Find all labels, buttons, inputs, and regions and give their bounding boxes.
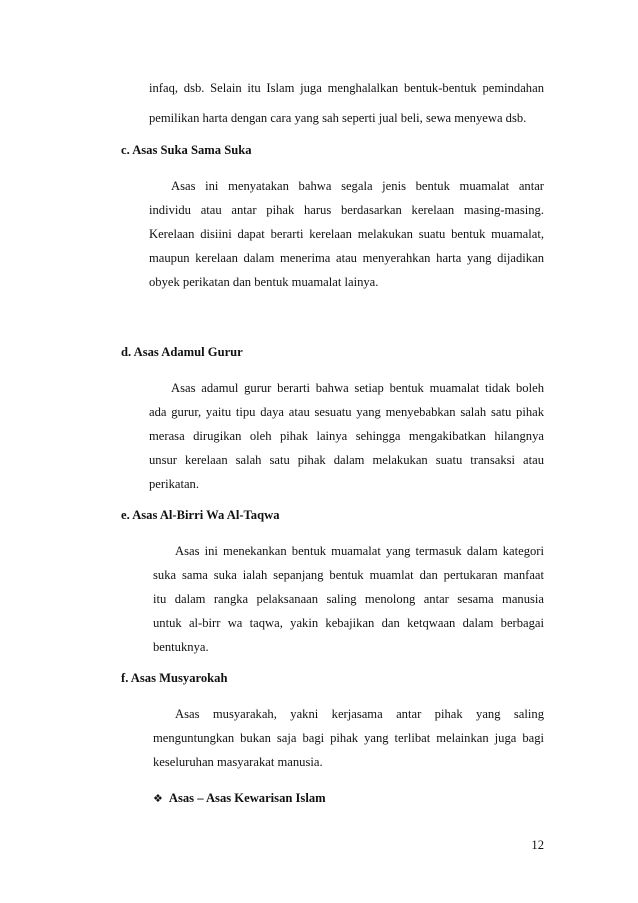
section-heading-d: d. Asas Adamul Gurur [121,345,243,359]
body-line: Asas ini menyatakan bahwa segala jenis bentuk muamalat antar [171,179,544,193]
diamond-bullet-icon: ❖ [153,792,163,805]
page-number: 12 [531,838,544,852]
body-line: merasa dirugikan oleh pihak lainya sehingga mengakibatkan hilangnya [149,429,544,443]
body-line: Asas musyarakah, yakni kerjasama antar pihak yang saling [175,707,544,721]
body-line: Asas adamul gurur berarti bahwa setiap bentuk muamalat tidak boleh [171,381,544,395]
body-line: pemilikan harta dengan cara yang sah seperti jual beli, sewa menyewa dsb. [149,111,527,125]
body-line: menguntungkan bukan saja bagi pihak yang terlibat melainkan juga bagi [153,731,544,745]
body-line: untuk al-birr wa taqwa, yakin kebajikan dan ketqwaan dalam berbagai [153,616,544,630]
body-line: suka sama suka ialah sepanjang bentuk muamlat dan pertukaran manfaat [153,568,544,582]
body-line: keseluruhan masyarakat manusia. [153,755,323,769]
body-line: Kerelaan disiini dapat berarti kerelaan melakukan suatu bentuk muamalat, [149,227,544,241]
body-line: individu atau antar pihak harus berdasarkan kerelaan masing-masing. [149,203,544,217]
section-heading-f: f. Asas Musyarokah [121,671,228,685]
body-line: perikatan. [149,477,199,491]
body-line: itu dalam rangka pelaksanaan saling menolong antar sesama manusia [153,592,544,606]
section-heading-c: c. Asas Suka Sama Suka [121,143,252,157]
bullet-heading-label: Asas – Asas Kewarisan Islam [168,791,326,805]
bullet-heading [153,790,326,807]
body-line: obyek perikatan dan bentuk muamalat lainya. [149,275,379,289]
body-line: infaq, dsb. Selain itu Islam juga menghalalkan bentuk-bentuk pemindahan [149,81,544,95]
body-line: unsur kerelaan salah satu pihak dalam melakukan suatu transaksi atau [149,453,544,467]
body-line: ada gurur, yaitu tipu daya atau sesuatu yang menyebabkan salah satu pihak [149,405,544,419]
section-heading-e: e. Asas Al-Birri Wa Al-Taqwa [121,508,280,522]
body-line: maupun kerelaan dalam menerima atau menyerahkan harta yang dijadikan [149,251,544,265]
body-line: bentuknya. [153,640,209,654]
body-line: Asas ini menekankan bentuk muamalat yang termasuk dalam kategori [175,544,544,558]
